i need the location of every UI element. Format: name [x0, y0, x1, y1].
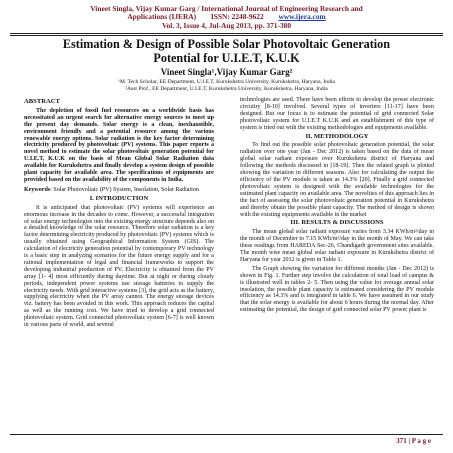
- introduction-heading: I. INTRODUCTION: [89, 194, 149, 202]
- journal-name-short: Applications (IJERA): [127, 12, 197, 22]
- journal-line-1: Vineet Singla, Vijay Kumar Garg / International Journal of Engineering Research and: [90, 4, 363, 13]
- journal-issn: ISSN: 2248-9622: [210, 12, 264, 22]
- header-divider: [10, 33, 443, 34]
- paper-authors: Vineet Singla¹,Vijay Kumar Garg²: [160, 67, 293, 77]
- methodology-heading: II. METHODOLOGY: [305, 132, 369, 140]
- right-column: [240, 97, 434, 316]
- paper-title-line-2: Potential for U.I.E.T, K.U.K: [153, 50, 300, 65]
- keywords-label: Keywords: [24, 186, 51, 193]
- affiliations: [20, 79, 433, 92]
- footer-divider: [10, 434, 443, 435]
- intro-continued-text: technologies are used. There have been efforts to develop the power electronic circuitry [8-10] involved. Several types of inverters [11-17] have been designed. But our focus is to estimate the potential of grid connected Solar photovoltaic system for U.I.E.T K.U.K and an establishment of this type of system is tried out with the existing methodologies and equipments available.: [240, 97, 434, 131]
- paper-title: [20, 38, 433, 65]
- results-text-1: The mean global solar radiant exposure varies from 3.34 KWh/m²/day in the month of December to 7.15 KWh/m²/day in the month of May. We can take these readings from HAREDA Sec-26, Chandigarh government sites available. The month wise mean global solar radiant exposure in Kurukshetra district of Haryana for year 2012 is given in Table 1.: [240, 229, 434, 263]
- keywords: [24, 187, 214, 194]
- keywords-text: : Solar Photovoltaic (PV) System, Insolation, Solar Radiation: [50, 186, 199, 193]
- paper-title-line-1: Estimation & Design of Possible Solar Photovoltaic Generation: [62, 37, 391, 51]
- affiliation-2: ²Asst Prof., EE Department, U.I.E.T, Kurukshetra University, Kurukshetra, Haryana, India: [125, 85, 328, 92]
- affiliation-1: ¹M. Tech Scholar, EE Department, U.I.E.T, Kurukshetra University, Kurukshetra, Haryana, India: [118, 79, 335, 85]
- left-column: [24, 97, 214, 331]
- introduction-text: It is anticipated that photovoltaic (PV) systems will experience an enormous increase in the decades to come. However, a successful integration of solar energy technologies into the existing energy structure depends also on a detailed knowledge of the solar resource. Therefore solar radiation is a key factor determining electricity produced by photovoltaic (PV) systems which is usually obtained using Geographical Information System (GIS). The calculation of electricity generation potential by contemporary PV technology is a basic step in analyzing scenarios for the future energy supply and for a rational implementation of legal and financial frameworks to support the developing industrial production of PV. Electricity is obtained from the PV array [1- 4] most efficiently during daytime. But at night or during cloudy periods, independent power systems use storage batteries to supply the electricity needs. With grid interactive systems [3], the grid acts as the battery, supplying electricity when the PV array cannot. The energy storage devices viz. battery has been avoided in this work. This approach reduces the capital as well as the running cost. We have tried to develop a grid connected photovoltaic system. Grid connected photovoltaic system [6-7] is well known in various parts of world, and several: [24, 204, 214, 329]
- results-text-2: The Graph showing the variation for different months (Jan - Dec 2012) is shown in Fig. 1. Further step involve the calculation of total load of campus & is illustrated well in tables 2- 5. Then using the value for average annual solar insolation, the possible plant capacity is estimated considering the PV module efficiency as 14.3% and is integrated in table 6. We have assumed in our study that the solar energy is available for about 6 hours during the normal day. After estimating the potential, the design of grid connected solar PV power plant is: [240, 265, 434, 314]
- journal-url-link[interactable]: www.ijera.com: [278, 12, 326, 22]
- header-divider-2: [10, 35, 443, 36]
- results-heading: III. RESULTS & DISCUSSIONS: [290, 219, 384, 227]
- abstract-text: The depletion of fossil fuel resources on a worldwide basis has necessitated an urgent search for alternative energy sources to meet up the present day demands. Solar energy is a clean, inexhaustible, environment friendly and a potential resource among the various renewable energy options. Solar radiation is the key factor determining electricity produced by photovoltaic (PV) systems. This paper reports a novel method to estimate the solar photovoltaic generation potential for U.I.E.T, K.U.K on the basis of Mean Global Solar Radiation data available for Kurukshetra and finally develop a system design of possible plant capacity for available area. The specifications of equipments are provided based on the availability of the components in India.: [24, 107, 214, 183]
- methodology-text: To find out the possible solar photovoltaic generation potential, the solar radiation over one year (Jan - Dec 2012) is taken based on the data of mean global solar radiant exposure over Kurukshetra district of Haryana and following the methods discussed in [18-19]. Then the related graph is plotted showing the variation in different seasons. Also for calculating the output the efficiency of the PV module is taken as 14.3% [20]. Finally a grid connected photovoltaic system is designed with the available technologies for the estimated plant capacity on available area. The novelties of this approach lies in the fact of assessing the solar photovoltaic generation potential in Kurukshetra and thereby obtain the possible plant capacity. The method of design is shown with the existing equipments available in the market: [240, 142, 434, 218]
- journal-line-3: Vol. 3, Issue 4, Jul-Aug 2013, pp. 371-380: [161, 20, 292, 30]
- abstract-heading: ABSTRACT: [24, 98, 60, 105]
- page-number: 371 | P a g e: [396, 437, 431, 445]
- journal-header: [14, 5, 439, 30]
